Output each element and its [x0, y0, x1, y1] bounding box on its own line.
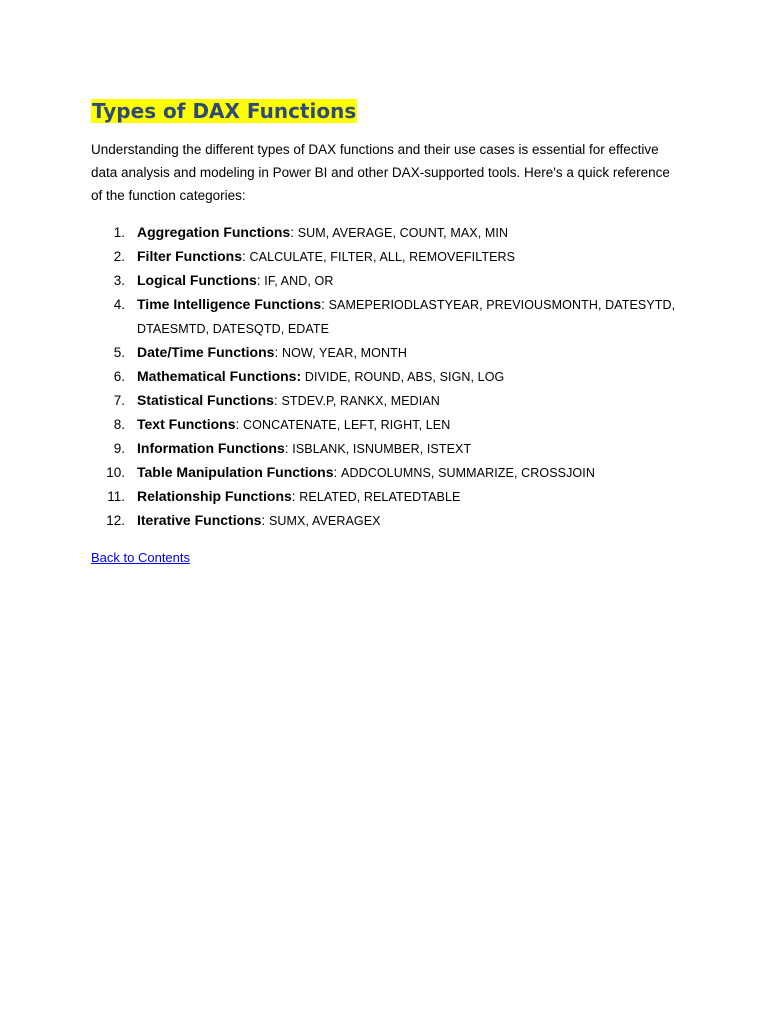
list-item	[91, 413, 677, 437]
separator: :	[273, 393, 282, 408]
category-name: Information Functions	[137, 440, 285, 456]
list-number: 6.	[113, 369, 125, 384]
function-category-list	[91, 221, 681, 533]
function-names: SUMX, AVERAGEX	[268, 514, 381, 528]
category-name: Date/Time Functions	[137, 344, 275, 360]
page-title	[91, 98, 681, 124]
list-number: 11.	[107, 489, 125, 504]
list-number: 5.	[113, 345, 125, 360]
list-item	[91, 269, 677, 293]
category-name: Time Intelligence Functions	[137, 296, 322, 312]
separator: :	[291, 489, 300, 504]
page-title-text: Types of DAX Functions	[92, 99, 357, 123]
list-number: 2.	[113, 249, 125, 264]
category-name: Text Functions	[137, 416, 236, 432]
list-number: 9.	[113, 441, 125, 456]
list-item	[91, 293, 677, 341]
separator: :	[321, 297, 329, 312]
list-item	[91, 485, 677, 509]
document-page	[91, 98, 681, 568]
category-name: Mathematical Functions:	[137, 368, 302, 384]
list-number: 8.	[113, 417, 125, 432]
list-number: 12.	[106, 513, 125, 528]
function-names: ISBLANK, ISNUMBER, ISTEXT	[292, 442, 472, 456]
separator: :	[333, 465, 342, 480]
list-item	[91, 365, 677, 389]
category-name: Table Manipulation Functions	[137, 464, 334, 480]
category-name: Filter Functions	[137, 248, 242, 264]
function-names: ADDCOLUMNS, SUMMARIZE, CROSSJOIN	[341, 466, 595, 480]
function-names: SAMEPERIODLASTYEAR, PREVIOUSMONTH, DATESYTD, DTAESMTD, DATESQTD, EDATE	[137, 298, 676, 336]
category-name: Statistical Functions	[137, 392, 274, 408]
list-number: 10.	[106, 465, 125, 480]
list-number: 4.	[113, 297, 125, 312]
function-names: SUM, AVERAGE, COUNT, MAX, MIN	[297, 226, 509, 240]
list-number: 7.	[113, 393, 125, 408]
category-name: Relationship Functions	[137, 488, 292, 504]
separator: :	[284, 441, 293, 456]
list-item	[91, 341, 677, 365]
list-item	[91, 389, 677, 413]
separator: :	[290, 225, 298, 240]
intro-paragraph: Understanding the different types of DAX functions and their use cases is essential for effective data analysis and modeling in Power BI and other DAX-supported tools. Here's a quick reference of the function categories:	[91, 142, 670, 203]
function-names: DIVIDE, ROUND, ABS, SIGN, LOG	[304, 370, 505, 384]
separator: :	[256, 273, 265, 288]
category-name: Logical Functions	[137, 272, 257, 288]
function-names: CONCATENATE, LEFT, RIGHT, LEN	[243, 418, 451, 432]
list-item	[91, 509, 677, 533]
function-names: STDEV.P, RANKX, MEDIAN	[281, 394, 440, 408]
list-item	[91, 221, 677, 245]
list-item	[91, 437, 677, 461]
separator: :	[261, 513, 269, 528]
category-name: Aggregation Functions	[137, 224, 291, 240]
list-item	[91, 461, 677, 485]
separator: :	[242, 249, 250, 264]
back-to-contents-link[interactable]: Back to Contents	[91, 550, 190, 565]
function-names: CALCULATE, FILTER, ALL, REMOVEFILTERS	[249, 250, 516, 264]
list-number: 1.	[113, 225, 125, 240]
list-item	[91, 245, 677, 269]
category-name: Iterative Functions	[137, 512, 262, 528]
function-names: IF, AND, OR	[264, 274, 334, 288]
separator: :	[235, 417, 244, 432]
separator: :	[274, 345, 282, 360]
function-names: NOW, YEAR, MONTH	[281, 346, 407, 360]
list-number: 3.	[113, 273, 125, 288]
function-names: RELATED, RELATEDTABLE	[299, 490, 461, 504]
